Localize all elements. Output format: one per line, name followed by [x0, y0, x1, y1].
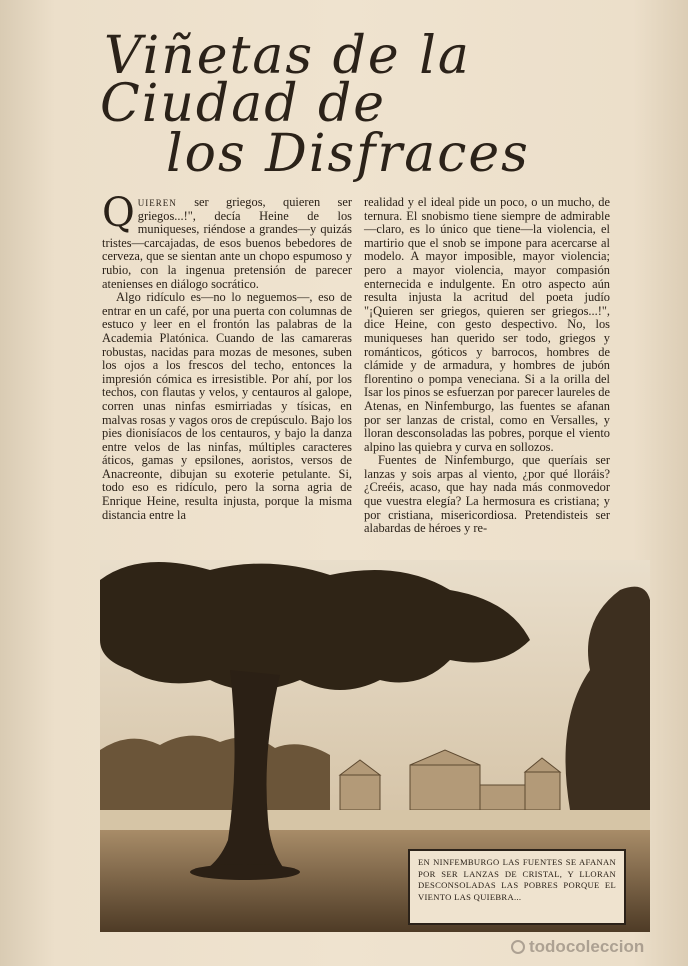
- watermark-icon: [511, 940, 525, 954]
- watermark-text: todocoleccion: [529, 937, 645, 956]
- right-column: [364, 196, 610, 536]
- drop-cap: Q: [102, 190, 135, 236]
- left-column: [102, 190, 352, 522]
- title-line-2: Ciudad de: [100, 74, 387, 134]
- left-paragraph-1: [102, 190, 352, 291]
- left-paragraph-2: Algo ridículo es—no lo neguemos—, eso de entrar en un café, por una puerta con columnas de estuco y leer en el frontón las palabras de la Academia Platónica. Cuando de las camareras robustas, nacidas para mozas de mesones, suben los ojos a los frescos del techo, entonces la impresión cómica es irresistible. Por ahí, por los techos, con flautas y velos, y centauros al galope, corren unas ninfas esmirriadas y tísicas, en malvas rosas y vagos oros de crepúsculo. Bajo los pies dionisíacos de los centauros, y bajo la danza entre velos de las ninfas, múltiples caracteres áticos, gamas y epsilones, aoristos, versos de Anacreonte, dibujan su exoterie petulante. Si, todo eso es ridículo, pero la sorna agria de Enrique Heine, resulta injusta, porque la misma distancia entre la: [102, 290, 352, 522]
- right-paragraph-2: Fuentes de Ninfemburgo, que queríais ser lanzas y sois arpas al viento, ¿por qué lloráis? ¿Creéis, acaso, que hay nada más conmovedor que vuestra elegía? La hermosura es cristiana; y por cristiana, misericordiosa. Pretendisteis ser alabardas de héroes y re-: [364, 453, 610, 536]
- watermark: [511, 932, 681, 962]
- article-title: [96, 26, 616, 190]
- title-line-3: los Disfraces: [166, 124, 530, 184]
- title-line-1: Viñetas de la: [104, 26, 471, 86]
- photo-caption: EN NINFEMBURGO LAS FUENTES SE AFANAN POR SER LANZAS DE CRISTAL, Y LLORAN DESCONSOLADAS LAS POBRES PORQUE EL VIENTO LAS QUIEBRA...: [408, 849, 626, 925]
- left-paragraph-1-text: ser griegos, quieren ser griegos...!", decía Heine de los muniqueses, riéndose a grandes—y quizás tristes—carcajadas, de esos buenos bebedores de cerveza, que se sientan ante un chopo espumoso y rubio, con la ingenua pretensión de parecer atenienses en diálogo socrático.: [102, 195, 352, 291]
- right-paragraph-1: realidad y el ideal pide un poco, o un mucho, de ternura. El snobismo tiene siempre de admirable—claro, es lo único que tiene—la violencia, el martirio que el snob se impone para acercarse al modelo. A mayor imposible, mayor violencia; pero a mayor violencia, mayor compasión enternecida e indulgente. En otro aspecto aún resulta injusta la acritud del poeta judío "¡Quieren ser griegos, quieren ser griegos...!", dice Heine, con gesto despectivo. No, los muniqueses han querido ser todo, griegos y románticos, góticos y barrocos, hombres de clámide y de armadura, y hombres de jubón florentino o pompa veneciana. Si a la orilla del Isar los pinos se esfuerzan por parecer laureles de Atenas, en Ninfemburgo, las fuentes se afanan por ser lanzas de cristal, como en Versalles, y lloran desconsoladas las pobres, porque el viento alpino las quiebra y curva en sollozos.: [364, 195, 610, 454]
- first-word: uieren: [137, 195, 177, 209]
